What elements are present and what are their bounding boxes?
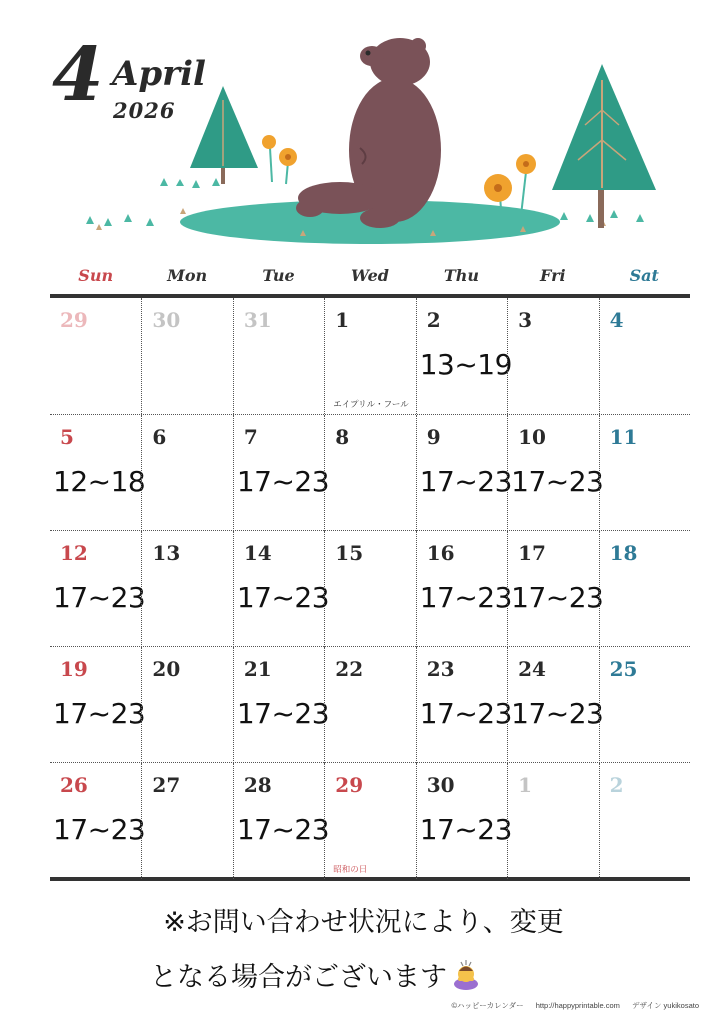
calendar-grid <box>50 294 690 881</box>
day-number: 20 <box>152 657 181 681</box>
day-number: 13 <box>152 541 181 565</box>
business-hours: 17~23 <box>53 813 146 846</box>
notice-line-1: ※お問い合わせ状況により、変更 <box>163 907 564 938</box>
day-cell[interactable] <box>50 763 146 879</box>
day-number: 4 <box>609 308 624 332</box>
day-cell[interactable] <box>324 763 415 879</box>
day-number: 26 <box>60 773 88 797</box>
calendar-week-row <box>50 762 690 879</box>
calendar-header <box>0 0 727 260</box>
day-cell[interactable] <box>141 415 232 531</box>
day-cell[interactable] <box>416 763 512 879</box>
day-cell[interactable] <box>599 763 690 879</box>
bear <box>296 38 441 228</box>
bear-nose <box>366 51 371 56</box>
day-number: 9 <box>426 425 441 449</box>
day-number: 24 <box>518 657 546 681</box>
bear-scene-illustration <box>0 0 727 260</box>
business-hours: 17~23 <box>419 581 512 614</box>
day-cell[interactable] <box>141 647 232 763</box>
day-number: 2 <box>609 773 624 797</box>
day-number: 15 <box>335 541 364 565</box>
day-cell[interactable] <box>50 415 146 531</box>
calendar-week-row <box>50 298 690 414</box>
credit-brand: ©ハッピーカレンダー <box>451 1001 524 1010</box>
person-bowing-icon <box>451 960 481 997</box>
day-number: 2 <box>426 308 441 332</box>
day-number: 25 <box>609 657 638 681</box>
day-cell[interactable] <box>141 531 232 647</box>
business-hours: 17~23 <box>236 697 330 730</box>
day-number: 28 <box>243 773 272 797</box>
day-cell[interactable] <box>50 647 146 763</box>
day-number: 14 <box>243 541 272 565</box>
day-cell[interactable] <box>507 298 598 414</box>
day-number: 29 <box>335 773 364 797</box>
day-note: 昭和の日 <box>333 864 368 874</box>
business-hours: 17~23 <box>236 465 330 498</box>
day-cell[interactable] <box>324 298 415 414</box>
day-number: 22 <box>335 657 364 681</box>
day-note: エイプリル・フール <box>333 399 409 409</box>
right-pine-tree <box>552 64 656 228</box>
day-number: 19 <box>60 657 88 681</box>
day-cell[interactable] <box>416 647 512 763</box>
business-hours: 13~19 <box>419 348 512 381</box>
day-number: 30 <box>152 308 181 332</box>
day-number: 5 <box>60 425 74 449</box>
day-cell[interactable] <box>599 298 690 414</box>
year: 2026 <box>113 98 176 123</box>
day-cell[interactable] <box>416 298 512 414</box>
day-cell[interactable] <box>599 647 690 763</box>
business-hours: 17~23 <box>419 465 512 498</box>
day-cell[interactable] <box>507 531 604 647</box>
day-cell[interactable] <box>233 298 324 414</box>
day-cell[interactable] <box>507 415 604 531</box>
business-hours: 17~23 <box>53 697 146 730</box>
month-number: 4 <box>52 32 104 118</box>
weekday-sun: Sun <box>78 266 114 285</box>
business-hours: 17~23 <box>511 581 604 614</box>
notice-line-2-text: となる場合がございます <box>150 962 447 993</box>
day-number: 11 <box>609 425 638 449</box>
day-number: 1 <box>335 308 350 332</box>
business-hours: 12~18 <box>53 465 146 498</box>
business-hours: 17~23 <box>419 697 512 730</box>
calendar-week-row <box>50 414 690 531</box>
day-number: 3 <box>518 308 533 332</box>
day-cell[interactable] <box>233 531 330 647</box>
day-cell[interactable] <box>233 763 330 879</box>
day-number: 27 <box>152 773 181 797</box>
notice-line-2 <box>150 955 481 997</box>
day-number: 6 <box>152 425 167 449</box>
credit-line <box>442 1000 700 1011</box>
business-hours: 17~23 <box>511 697 604 730</box>
day-number: 8 <box>335 425 350 449</box>
month-name: April <box>112 54 206 94</box>
day-cell[interactable] <box>416 531 512 647</box>
business-hours: 17~23 <box>236 813 330 846</box>
day-number: 12 <box>60 541 88 565</box>
credit-design: デザイン yukikosato <box>632 1001 699 1010</box>
day-number: 10 <box>518 425 546 449</box>
business-hours: 17~23 <box>236 581 330 614</box>
business-hours: 17~23 <box>511 465 604 498</box>
weekday-tue: Tue <box>262 266 295 285</box>
credit-url[interactable]: http://happyprintable.com <box>535 1001 620 1010</box>
day-number: 21 <box>243 657 272 681</box>
weekday-mon: Mon <box>167 266 208 285</box>
day-number: 1 <box>518 773 533 797</box>
day-cell[interactable] <box>599 415 690 531</box>
day-cell[interactable] <box>141 763 232 879</box>
weekday-sat: Sat <box>629 266 659 285</box>
day-number: 7 <box>243 425 258 449</box>
day-number: 16 <box>426 541 455 565</box>
day-cell[interactable] <box>324 415 415 531</box>
day-cell[interactable] <box>233 415 330 531</box>
day-number: 23 <box>426 657 455 681</box>
left-flowers <box>262 135 297 184</box>
calendar-week-row <box>50 646 690 763</box>
day-cell[interactable] <box>233 647 330 763</box>
weekday-fri: Fri <box>540 266 566 285</box>
day-cell[interactable] <box>141 298 232 414</box>
day-number: 17 <box>518 541 546 565</box>
business-hours: 17~23 <box>53 581 146 614</box>
day-cell[interactable] <box>416 415 512 531</box>
day-cell[interactable] <box>50 298 141 414</box>
day-number: 31 <box>243 308 272 332</box>
weekday-header <box>50 266 690 292</box>
left-pine-tree <box>190 86 258 184</box>
day-cell[interactable] <box>50 531 146 647</box>
day-number: 18 <box>609 541 638 565</box>
day-number: 29 <box>60 308 88 332</box>
day-cell[interactable] <box>507 647 604 763</box>
day-cell[interactable] <box>324 531 415 647</box>
day-number: 30 <box>426 773 455 797</box>
day-cell[interactable] <box>599 531 690 647</box>
weekday-thu: Thu <box>443 266 479 285</box>
weekday-wed: Wed <box>350 266 389 285</box>
calendar-week-row <box>50 530 690 647</box>
day-cell[interactable] <box>324 647 415 763</box>
day-cell[interactable] <box>507 763 598 879</box>
business-hours: 17~23 <box>419 813 512 846</box>
